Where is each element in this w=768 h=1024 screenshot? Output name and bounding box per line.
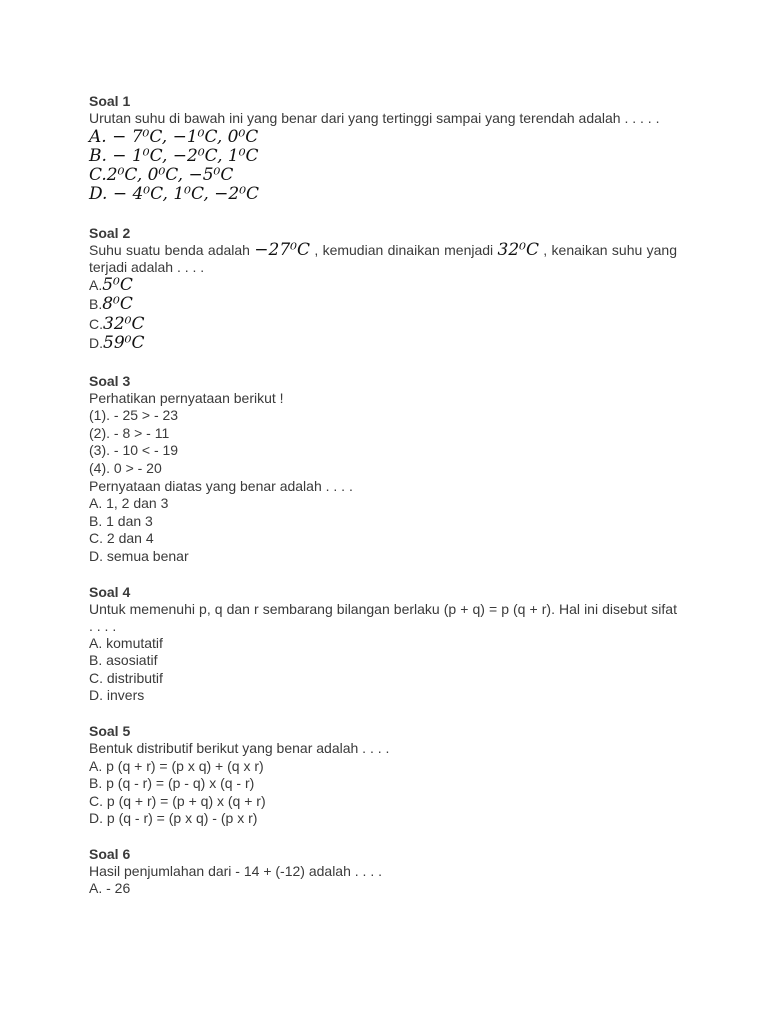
- statement-4: (4). 0 > - 20: [89, 459, 162, 476]
- option-a: A. p (q + r) = (p x q) + (q x r): [89, 757, 264, 774]
- option-d: [89, 334, 677, 354]
- option-d: D. semua benar: [89, 547, 189, 564]
- question-3: [89, 372, 677, 566]
- option-b: B. p (q - r) = (p - q) x (q - r): [89, 775, 255, 792]
- question-5: [89, 722, 677, 828]
- option-prefix: D.: [89, 335, 103, 352]
- question-4: [89, 583, 677, 705]
- question-text: Hasil penjumlahan dari - 14 + (-12) adalah . . . .: [89, 862, 382, 879]
- question-text-part: , kemudian dinaikan menjadi: [310, 241, 498, 258]
- question-title: Soal 4: [89, 583, 131, 600]
- option-prefix: A.: [89, 276, 103, 293]
- option-a: A. − 7⁰C, −1⁰C, 0⁰C: [89, 126, 259, 147]
- question-title: Soal 5: [89, 722, 131, 739]
- math-expression: 32⁰C: [497, 239, 539, 260]
- option-prefix: C.: [89, 315, 103, 332]
- statement-2: (2). - 8 > - 11: [89, 424, 170, 441]
- question-text: Perhatikan pernyataan berikut !: [89, 389, 284, 406]
- question-2: [89, 224, 677, 354]
- question-6: [89, 845, 677, 898]
- option-value: 8⁰C: [102, 294, 133, 315]
- option-c: [89, 315, 677, 335]
- option-prefix: B.: [89, 296, 103, 313]
- option-d: D. − 4⁰C, 1⁰C, −2⁰C: [89, 183, 260, 204]
- option-a: A. - 26: [89, 880, 131, 897]
- option-a: A. 1, 2 dan 3: [89, 495, 169, 512]
- question-title: Soal 2: [89, 224, 131, 241]
- question-title: Soal 6: [89, 845, 131, 862]
- option-b: B. − 1⁰C, −2⁰C, 1⁰C: [89, 145, 259, 166]
- option-a: [89, 276, 677, 296]
- statement-1: (1). - 25 > - 23: [89, 407, 179, 424]
- question-text: [89, 239, 677, 276]
- option-c: C.2⁰C, 0⁰C, −5⁰C: [89, 164, 234, 185]
- option-b: B. 1 dan 3: [89, 512, 153, 529]
- question-title: Soal 1: [89, 93, 131, 109]
- question-text-part: Suhu suatu benda adalah: [89, 241, 255, 258]
- option-c: C. 2 dan 4: [89, 530, 154, 547]
- option-value: 32⁰C: [103, 313, 145, 334]
- document-page: [89, 92, 677, 914]
- option-c: C. p (q + r) = (p + q) x (q + r): [89, 792, 266, 809]
- question-text: Bentuk distributif berikut yang benar adalah . . . .: [89, 739, 390, 756]
- option-b: [89, 295, 677, 315]
- question-text: Urutan suhu di bawah ini yang benar dari yang tertinggi sampai yang terendah adalah . . . . .: [89, 110, 660, 126]
- question-title: Soal 3: [89, 372, 131, 389]
- option-d: D. p (q - r) = (p x q) - (p x r): [89, 810, 258, 827]
- option-c: C. distributif: [89, 669, 163, 686]
- option-value: 59⁰C: [103, 333, 145, 354]
- option-b: B. asosiatif: [89, 652, 158, 669]
- option-value: 5⁰C: [102, 274, 133, 295]
- question-text: Untuk memenuhi p, q dan r sembarang bilangan berlaku (p + q) = p (q + r). Hal ini disebut sifat . . . .: [89, 600, 677, 634]
- option-a: A. komutatif: [89, 634, 163, 651]
- question-text-part: , kenaikan suhu yang terjadi adalah . . . .: [89, 241, 677, 275]
- statement-3: (3). - 10 < - 19: [89, 442, 179, 459]
- math-expression: −27⁰C: [254, 239, 310, 260]
- question-1: [89, 92, 677, 204]
- option-d: D. invers: [89, 687, 145, 704]
- question-prompt: Pernyataan diatas yang benar adalah . . . .: [89, 477, 353, 494]
